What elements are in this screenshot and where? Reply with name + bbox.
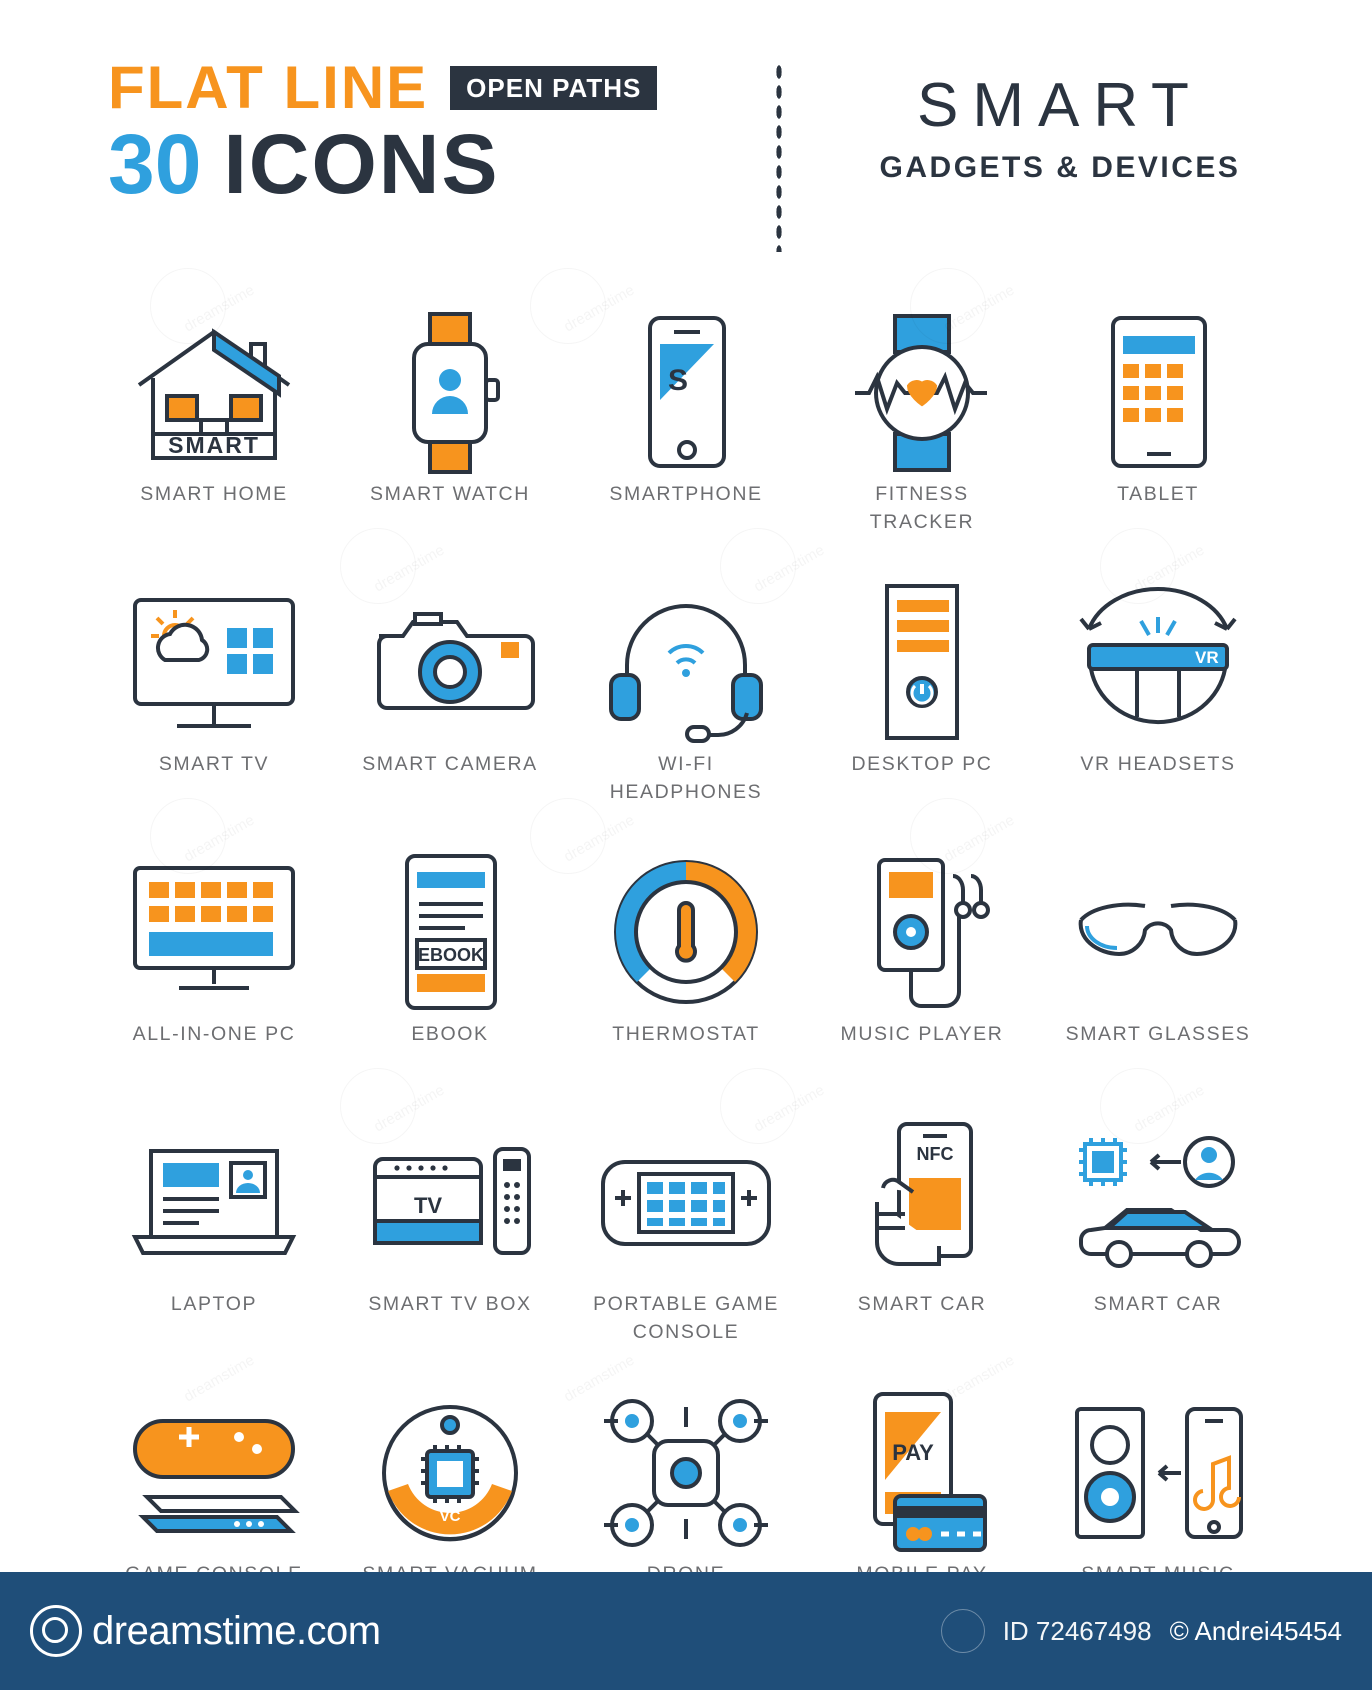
caption-smart-tv-box: SMART TV BOX — [368, 1293, 532, 1315]
smart-car-icon — [1063, 1115, 1253, 1290]
fitness-tracker-icon — [837, 305, 1007, 480]
all-in-one-pc-icon — [119, 845, 309, 1020]
icon-cell-desktop-pc[interactable] — [804, 575, 1040, 845]
nfc-inner-label: NFC — [916, 1143, 954, 1164]
flat-line-title: FLAT LINE — [108, 54, 429, 121]
icon-cell-smart-home[interactable] — [96, 305, 332, 575]
icon-cell-wifi-headphones[interactable] — [568, 575, 804, 845]
header-line-2 — [108, 117, 657, 211]
icon-cell-laptop[interactable] — [96, 1115, 332, 1385]
caption-smart-home: SMART HOME — [140, 483, 288, 505]
caption-desktop-pc: DESKTOP PC — [851, 753, 993, 775]
ebook-inner-label: EBOOK — [417, 944, 485, 965]
caption-smart-camera: SMART CAMERA — [362, 753, 538, 775]
header-line-1 — [108, 54, 657, 121]
smart-home-icon — [119, 305, 309, 480]
caption-thermostat: THERMOSTAT — [612, 1023, 760, 1045]
ebook-icon — [385, 845, 515, 1020]
icon-count: 30 — [108, 117, 202, 211]
footer-logo-icon — [941, 1609, 985, 1653]
footer-bar — [0, 1572, 1372, 1690]
page-header — [0, 0, 1372, 305]
caption-laptop: LAPTOP — [170, 1293, 258, 1315]
icon-cell-ebook[interactable] — [332, 845, 568, 1115]
icon-cell-smartphone[interactable] — [568, 305, 804, 575]
icon-cell-tablet[interactable] — [1040, 305, 1276, 575]
portable-game-console-icon — [591, 1115, 781, 1290]
icon-cell-smart-watch[interactable] — [332, 305, 568, 575]
dotted-divider — [775, 62, 783, 252]
icon-cell-fitness-tracker[interactable] — [804, 305, 1040, 575]
smart-title: SMART — [917, 71, 1203, 140]
vacuum-inner-label: VC — [439, 1507, 461, 1525]
caption-vr-headsets: VR HEADSETS — [1080, 753, 1236, 775]
caption-smart-glasses: SMART GLASSES — [1065, 1023, 1251, 1045]
icon-cell-smart-camera[interactable] — [332, 575, 568, 845]
caption-nfc: SMART CAR — [857, 1293, 987, 1315]
icon-cell-thermostat[interactable] — [568, 845, 804, 1115]
image-id: ID 72467498 — [1002, 1615, 1152, 1646]
tablet-icon — [1093, 305, 1223, 480]
icon-cell-smart-car[interactable] — [1040, 1115, 1276, 1385]
pay-inner-label: PAY — [892, 1439, 934, 1465]
caption-smart-watch: SMART WATCH — [370, 483, 530, 505]
icon-grid — [96, 305, 1276, 1655]
icon-cell-vr-headsets[interactable] — [1040, 575, 1276, 845]
drone-icon — [596, 1385, 776, 1560]
smart-music-icon — [1063, 1385, 1253, 1560]
caption-portable-game-console: PORTABLE GAME CONSOLE — [593, 1293, 779, 1344]
caption-music-player: MUSIC PLAYER — [840, 1023, 1004, 1045]
vr-inner-label: VR — [1195, 647, 1219, 667]
brand-text: dreamstime.com — [92, 1608, 381, 1653]
tvbox-inner-label: TV — [413, 1192, 443, 1218]
smartphone-icon — [626, 305, 746, 480]
smart-watch-icon — [390, 305, 510, 480]
smart-camera-icon — [355, 575, 545, 750]
caption-fitness-tracker: FITNESS TRACKER — [869, 483, 975, 534]
caption-smartphone: SMARTPHONE — [609, 483, 763, 505]
caption-wifi-headphones: WI-FI HEADPHONES — [609, 753, 763, 804]
nfc-icon — [847, 1115, 997, 1290]
icon-cell-all-in-one-pc[interactable] — [96, 845, 332, 1115]
caption-smart-tv: SMART TV — [158, 753, 270, 775]
caption-smart-car: SMART CAR — [1093, 1293, 1223, 1315]
smart-vacuum-cleaner-icon — [365, 1385, 535, 1560]
header-subtitle: GADGETS & DEVICES — [879, 151, 1241, 185]
image-copyright: © Andrei45454 — [1169, 1615, 1342, 1646]
caption-ebook: EBOOK — [411, 1023, 489, 1045]
header-left-block — [108, 54, 657, 211]
smart-tv-box-icon — [355, 1115, 545, 1290]
mobile-pay-icon — [837, 1385, 1007, 1560]
laptop-icon — [119, 1115, 309, 1290]
icon-cell-portable-game-console[interactable] — [568, 1115, 804, 1385]
caption-all-in-one-pc: ALL-IN-ONE PC — [132, 1023, 296, 1045]
vr-headsets-icon — [1063, 575, 1253, 750]
icon-cell-smart-tv-box[interactable] — [332, 1115, 568, 1385]
music-player-icon — [837, 845, 1007, 1020]
caption-tablet: TABLET — [1117, 483, 1199, 505]
desktop-pc-icon — [857, 575, 987, 750]
dreamstime-logo-icon — [30, 1605, 82, 1657]
open-paths-badge: OPEN PATHS — [450, 66, 657, 110]
icons-word: ICONS — [223, 117, 500, 211]
smartphone-inner-label: S — [667, 363, 689, 397]
dreamstime-brand[interactable] — [30, 1605, 381, 1657]
footer-meta — [941, 1609, 1342, 1653]
icon-cell-smart-glasses[interactable] — [1040, 845, 1276, 1115]
smart-tv-icon — [119, 575, 309, 750]
icon-cell-music-player[interactable] — [804, 845, 1040, 1115]
header-right-block — [860, 70, 1260, 185]
wifi-headphones-icon — [591, 575, 781, 750]
smart-home-inner-label: SMART — [168, 432, 260, 458]
thermostat-icon — [601, 845, 771, 1020]
smart-glasses-icon — [1063, 845, 1253, 1020]
icon-cell-smart-tv[interactable] — [96, 575, 332, 845]
game-console-icon — [119, 1385, 309, 1560]
icon-cell-nfc[interactable] — [804, 1115, 1040, 1385]
